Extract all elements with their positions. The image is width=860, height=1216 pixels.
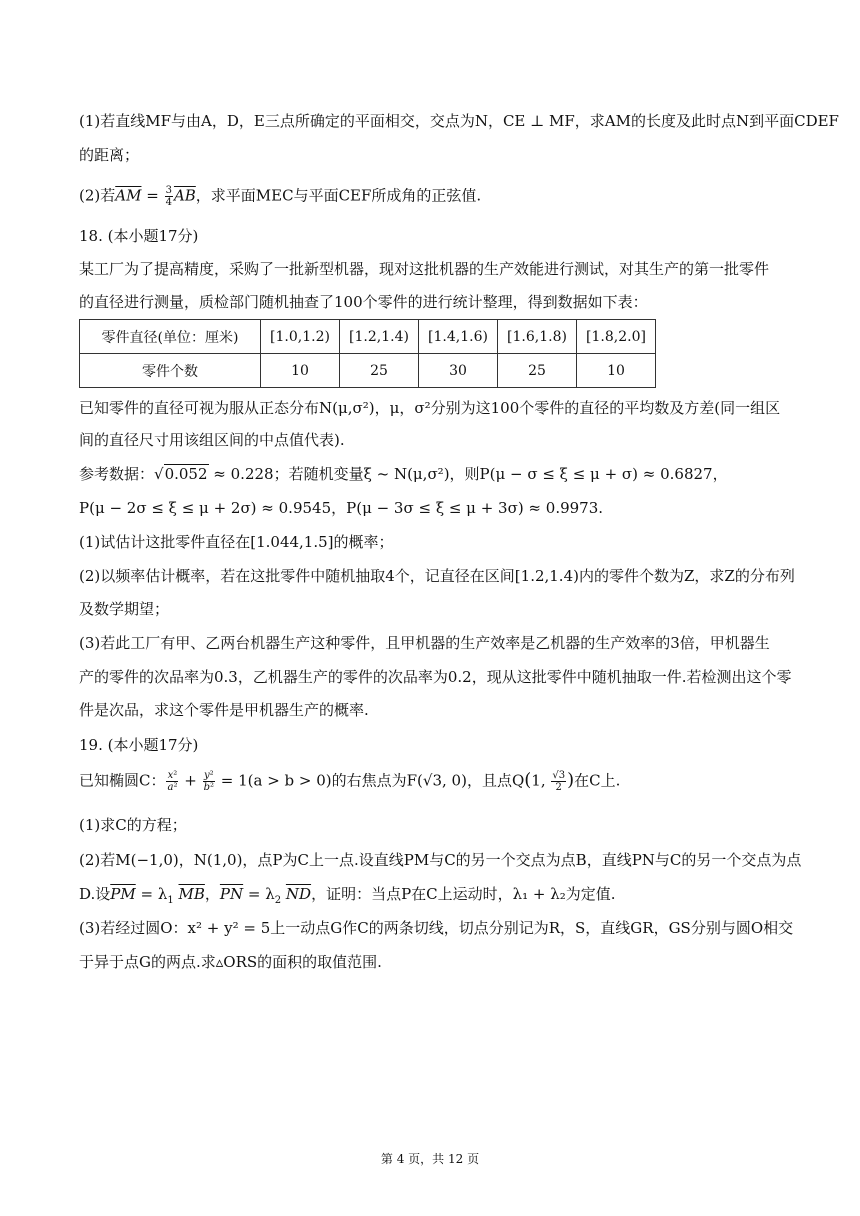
q18-sub3-line3: 件是次品，求这个零件是甲机器生产的概率.: [79, 701, 369, 719]
q18-sub2-line1: (2)以频率估计概率，若在这批零件中随机抽取4个，记直径在区间[1.2,1.4)内的零件个数为Z，求Z的分布列: [79, 567, 795, 585]
table-cell: [1.0,1.2): [261, 320, 340, 354]
table-cell: [1.2,1.4): [340, 320, 419, 354]
q18-reference-line2: P(μ − 2σ ≤ ξ ≤ μ + 2σ) ≈ 0.9545，P(μ − 3σ ≤ ξ ≤ μ + 3σ) ≈ 0.9973.: [79, 499, 604, 517]
q18-sub3-line1: (3)若此工厂有甲、乙两台机器生产这种零件，且甲机器的生产效率是乙机器的生产效率的3倍，甲机器生: [79, 634, 770, 652]
page-footer: 第 4 页，共 12 页: [380, 1152, 480, 1166]
reference-text: ≈ 0.228；若随机变量ξ ~ N(μ,σ²)，则P(μ − σ ≤ ξ ≤ μ + σ) ≈ 0.6827，: [208, 465, 728, 483]
table-cell: 零件个数: [80, 354, 261, 388]
ellipse-condition: = 1(a > b > 0)的右焦点为F(√3, 0)，且点Q: [216, 771, 525, 790]
q17-sub1-line1: (1)若直线MF与由A，D，E三点所确定的平面相交，交点为N，CE ⊥ MF，求AM的长度及此时点N到平面CDEF: [79, 112, 839, 130]
q17-sub1-line2: 的距离；: [79, 146, 140, 164]
sub2-suffix: ，证明：当点P在C上运动时，λ₁ + λ₂为定值.: [311, 885, 616, 903]
table-cell: [1.8,2.0]: [577, 320, 656, 354]
reference-label: 参考数据：: [79, 465, 155, 483]
ellipse-label: 已知椭圆C：: [79, 771, 166, 790]
table-cell: 10: [261, 354, 340, 388]
q18-para1: 某工厂为了提高精度，采购了一批新型机器，现对这批机器的生产效能进行测试，对其生产的第一批零件: [79, 260, 770, 278]
q18-reference-line1: 参考数据：√0.052 ≈ 0.228；若随机变量ξ ~ N(μ,σ²)，则P(μ − σ ≤ ξ ≤ μ + σ) ≈ 0.6827，: [79, 465, 728, 483]
q17-sub2: (2)若$\overline{AM}$ = $\frac{3}{4}$ $\overline{AB}$，求平面MEC与平面CEF所成角的正弦值.: [79, 185, 482, 208]
diameter-table: [79, 319, 656, 388]
q17-sub2-suffix: ，求平面MEC与平面CEF所成角的正弦值.: [195, 186, 482, 205]
q19-sub1: (1)求C的方程；: [79, 816, 187, 834]
q19-sub2-line2: D.设$\overline{PM} = \lambda_1$ $\overline{MB}$，$\overline{PN} = \lambda_2$ $\overline{ND}$，证明：当点P在C上运动时，λ₁ + λ₂为定值.: [79, 885, 616, 906]
q18-para4: 间的直径尺寸用该组区间的中点值代表).: [79, 431, 345, 449]
ellipse-suffix: 在C上.: [574, 771, 621, 790]
table-cell: [1.6,1.8): [498, 320, 577, 354]
q19-sub3-line1: (3)若经过圆O：x² + y² = 5上一动点G作C的两条切线，切点分别记为R，S，直线GR，GS分别与圆O相交: [79, 919, 794, 937]
q18-para3: 已知零件的直径可视为服从正态分布N(μ,σ²)，μ，σ²分别为这100个零件的直径的平均数及方差(同一组区: [79, 399, 781, 417]
table-cell: 零件直径(单位：厘米): [80, 320, 261, 354]
q18-sub1: (1)试估计这批零件直径在[1.044,1.5]的概率；: [79, 533, 394, 551]
q19-heading: 19. (本小题17分): [79, 736, 199, 754]
table-cell: [1.4,1.6): [419, 320, 498, 354]
table-cell: 25: [498, 354, 577, 388]
sqrt-value: 0.052: [164, 465, 208, 483]
table-cell: 10: [577, 354, 656, 388]
table-cell: 30: [419, 354, 498, 388]
q18-para2: 的直径进行测量，质检部门随机抽查了100个零件的进行统计整理，得到数据如下表：: [79, 293, 648, 311]
q18-heading: 18. (本小题17分): [79, 227, 199, 245]
sub2-prefix: D.设: [79, 885, 111, 903]
q18-sub3-line2: 产的零件的次品率为0.3，乙机器生产的零件的次品率为0.2，现从这批零件中随机抽取一件.若检测出这个零: [79, 668, 792, 686]
table-row: [80, 354, 656, 388]
q18-sub2-line2: 及数学期望；: [79, 600, 170, 618]
q19-sub3-line2: 于异于点G的两点.求▵ORS的面积的取值范围.: [79, 953, 382, 971]
table-cell: 25: [340, 354, 419, 388]
table-header-row: [80, 320, 656, 354]
q19-para1: 已知椭圆C： $\frac{\text{x²}}{\text{a²}}$ + $\frac{\text{y²}}{\text{b²}}$ = 1(a > b > 0)的右焦点为F(√3, 0)，且点Q(1, $\frac{√3}{2}$ )在C上.: [79, 769, 621, 793]
q19-sub2-line1: (2)若M(−1,0)，N(1,0)，点P为C上一点.设直线PM与C的另一个交点为点B，直线PN与C的另一个交点为点: [79, 851, 802, 869]
q17-sub2-prefix: (2)若: [79, 186, 116, 205]
